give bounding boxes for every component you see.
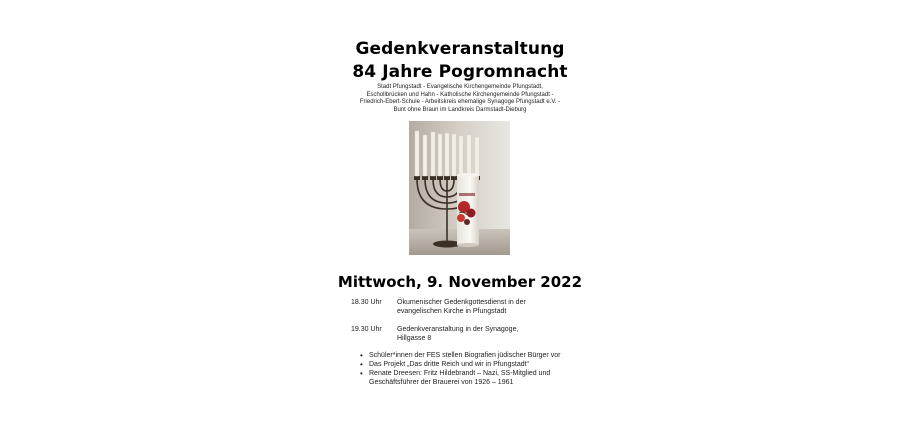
list-item-text: Schüler*innen der FES stellen Biografien jüdischer Bürger vor — [369, 352, 561, 359]
event-description-line: evangelischen Kirche in Pfungstadt — [397, 308, 507, 315]
program-bullet-list — [360, 351, 620, 387]
bullet-dot-icon: • — [360, 360, 363, 369]
menorah-candle-photo — [409, 121, 510, 255]
event-time: 18.30 Uhr — [351, 299, 382, 306]
organizers-list — [300, 84, 620, 114]
list-item — [360, 369, 620, 387]
event-item — [351, 325, 601, 345]
event-time: 19.30 Uhr — [351, 326, 382, 333]
list-item — [360, 360, 620, 369]
list-item — [360, 351, 620, 360]
list-item-text: Das Projekt „Das dritte Reich und wir in Pfungstadt“ — [369, 361, 529, 368]
page-title-line1: Gedenkveranstaltung — [355, 39, 565, 59]
organizers-line: Friedrich-Ebert-Schule - Arbeitskreis ehemalige Synagoge Pfungstadt e.V. - — [359, 99, 561, 105]
event-item — [351, 298, 601, 318]
event-description — [397, 325, 597, 343]
event-description-line: Ökumenischer Gedenkgottesdienst in der — [397, 299, 526, 306]
organizers-line: Bunt ohne Braun im Landkreis Darmstadt-Dieburg — [393, 106, 527, 113]
event-description-line: Hillgasse 8 — [397, 335, 432, 342]
event-description-line: Gedenkveranstaltung in der Synagoge, — [397, 326, 519, 333]
bullet-dot-icon: • — [360, 369, 363, 378]
list-item-text: Renate Dreesen: Fritz Hildebrandt – Nazi, SS-Mitglied und — [369, 370, 551, 377]
organizers-line: Eschollbrücken und Hahn - Katholische Kirchengemeinde Pfungstadt - — [366, 91, 554, 98]
bullet-dot-icon: • — [360, 351, 363, 360]
page-title-line2: 84 Jahre Pogromnacht — [352, 62, 568, 82]
organizers-line: Stadt Pfungstadt - Evangelische Kirchengemeinde Pfungstadt, — [377, 84, 543, 90]
menorah-candle-illustration — [409, 121, 510, 255]
list-item-text: Geschäftsführer der Brauerei von 1926 – 1961 — [369, 379, 514, 386]
event-description — [397, 298, 597, 316]
event-date: Mittwoch, 9. November 2022 — [337, 273, 583, 291]
